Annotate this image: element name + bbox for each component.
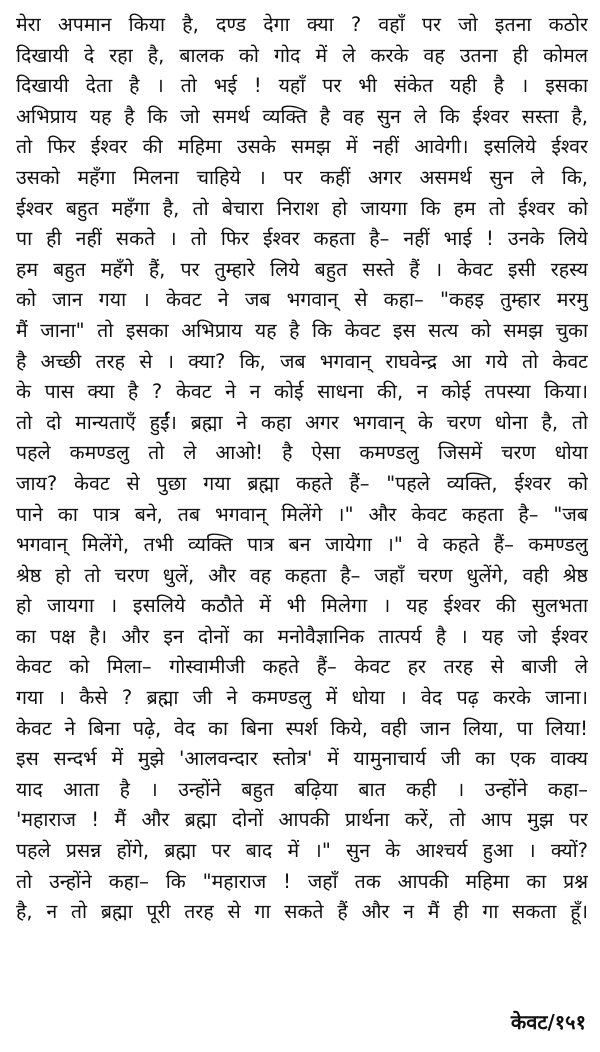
body-line-25: इस सन्दर्भ में मुझे 'आलवन्दार स्तोत्र' में यामुनाचार्य जी का एक वाक्य (16, 747, 588, 771)
body-line-29: तो उन्होंने कहा– कि "महाराज ! जहाँ तक आपकी महिमा का प्रश्न (16, 869, 588, 893)
body-line-12: है अच्छी तरह से । क्या? कि, जब भगवान् राघवेन्द्र आ गये तो केवट (16, 349, 588, 373)
page-footer: केवट/१५१ (510, 1010, 586, 1034)
body-line-1: मेरा अपमान किया है, दण्ड देगा क्या ? वहाँ पर जो इतना कठोर (16, 13, 588, 36)
body-line-9: हम बहुत महँगे हैं, पर तुम्हारे लिये बहुत सस्ते हैं । केवट इसी रहस्य (16, 257, 588, 281)
body-line-18: भगवान् मिलेंगे, तभी व्यक्ति पात्र बन जायेगा ।" वे कहते हैं– कमण्डलु (16, 533, 588, 557)
body-line-23: गया । कैसे ? ब्रह्मा जी ने कमण्डलु में धोया । वेद पढ़ करके जाना। (16, 686, 588, 710)
body-line-26: याद आता है । उन्होंने बहुत बढ़िया बात कही । उन्होंने कहा– (16, 777, 588, 801)
body-text (16, 10, 588, 928)
body-line-8: पा ही नहीं सकते । तो फिर ईश्वर कहता है– नहीं भाई ! उनके लिये (16, 227, 588, 251)
body-line-28: पहले प्रसन्न होंगे, ब्रह्मा पर बाद में ।" सुन के आश्चर्य हुआ । क्यों? (16, 839, 588, 863)
body-line-24: केवट ने बिना पढ़े, वेद का बिना स्पर्श किये, वही जान लिया, पा लिया! (16, 716, 588, 740)
body-line-4: अभिप्राय यह है कि जो समर्थ व्यक्ति है वह सुन ले कि ईश्वर सस्ता है, (16, 104, 588, 128)
body-line-11: मैं जाना" तो इसका अभिप्राय यह है कि केवट इस सत्य को समझ चुका (16, 318, 588, 342)
body-line-22: केवट को मिला– गोस्वामीजी कहते हैं– केवट हर तरह से बाजी ले (16, 655, 588, 679)
body-line-16: जाय? केवट से पुछा गया ब्रह्मा कहते हैं– "पहले व्यक्ति, ईश्वर को (16, 471, 588, 495)
body-line-10: को जान गया । केवट ने जब भगवान् से कहा– "कहइ तुम्हार मरमु (16, 288, 588, 312)
body-line-30: है, न तो ब्रह्मा पूरी तरह से गा सकते हैं और न मैं ही गा सकता हूँ। (16, 900, 588, 924)
body-line-20: हो जायगा । इसलिये कठौते में भी मिलेगा । यह ईश्वर की सुलभता (16, 594, 588, 618)
body-line-13: के पास क्या है ? केवट ने न कोई साधना की, न कोई तपस्या किया। (16, 380, 588, 404)
body-line-27: 'महाराज ! मैं और ब्रह्मा दोनों आपकी प्रार्थना करें, तो आप मुझ पर (16, 808, 588, 832)
body-line-3: दिखायी देता है । तो भई ! यहाँ पर भी संकेत यही है । इसका (16, 74, 588, 98)
body-line-21: का पक्ष है। और इन दोनों का मनोवैज्ञानिक तात्पर्य है । यह जो ईश्वर (16, 624, 588, 648)
body-line-5: तो फिर ईश्वर की महिमा उसके समझ में नहीं आवेगी। इसलिये ईश्वर (16, 135, 588, 159)
body-line-6: उसको महँगा मिलना चाहिये । पर कहीं अगर असमर्थ सुन ले कि, (16, 165, 588, 189)
body-line-19: श्रेष्ठ हो तो चरण धुलें, और वह कहता है– जहाँ चरण धुलेंगे, वही श्रेष्ठ (16, 563, 588, 587)
body-line-2: दिखायी दे रहा है, बालक को गोद में ले करके वह उतना ही कोमल (16, 43, 588, 67)
body-line-15: पहले कमण्डलु तो ले आओ! है ऐसा कमण्डलु जिसमें चरण धोया (16, 441, 588, 465)
body-line-7: ईश्वर बहुत महँगा है, तो बेचारा निराश हो जायगा कि हम तो ईश्वर को (16, 196, 588, 220)
body-line-17: पाने का पात्र बने, तब भगवान् मिलेंगे ।" और केवट कहता है– "जब (16, 502, 588, 526)
body-line-14: तो दो मान्यताएँ हुईं। ब्रह्मा ने कहा अगर भगवान् के चरण धोना है, तो (16, 410, 588, 434)
